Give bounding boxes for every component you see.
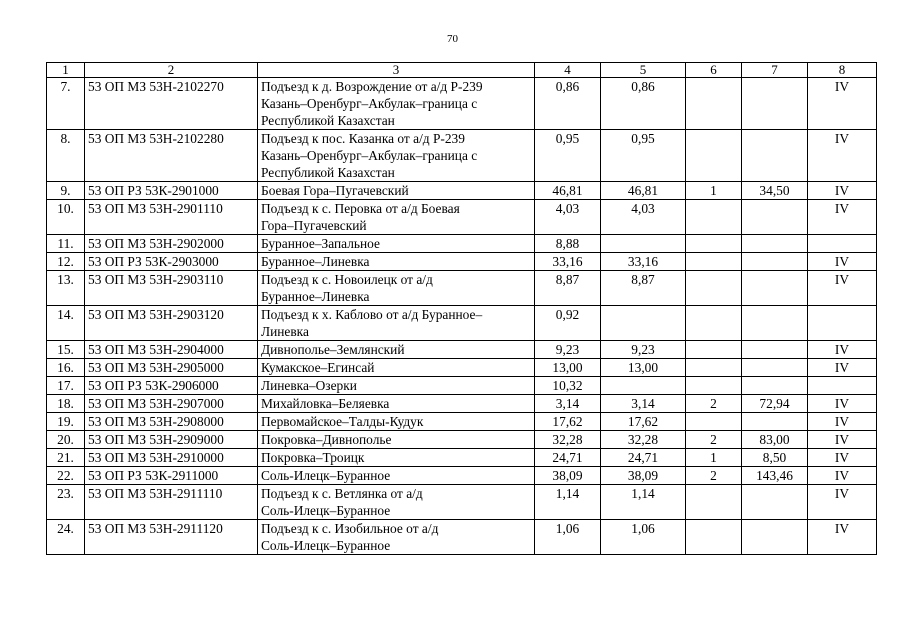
column-5-value: 0,95: [601, 130, 686, 182]
column-7-value: 8,50: [742, 449, 808, 467]
road-name: [258, 78, 535, 130]
table-row: [47, 78, 877, 130]
column-5-value: 1,14: [601, 485, 686, 520]
road-name: [258, 341, 535, 359]
column-number: 8: [808, 63, 877, 78]
row-number: 11.: [47, 235, 85, 253]
column-7-value: [742, 520, 808, 555]
column-7-value: 143,46: [742, 467, 808, 485]
column-5-value: 4,03: [601, 200, 686, 235]
column-5-value: [601, 377, 686, 395]
column-number: 6: [686, 63, 742, 78]
column-6-value: [686, 78, 742, 130]
column-7-value: [742, 130, 808, 182]
roads-table: [46, 62, 877, 555]
column-4-value: 17,62: [535, 413, 601, 431]
column-7-value: [742, 306, 808, 341]
road-code: 53 ОП МЗ 53Н-2910000: [85, 449, 258, 467]
table-row: [47, 467, 877, 485]
column-7-value: [742, 78, 808, 130]
table-row: [47, 449, 877, 467]
column-7-value: 83,00: [742, 431, 808, 449]
column-7-value: [742, 341, 808, 359]
row-number: 15.: [47, 341, 85, 359]
road-name: [258, 359, 535, 377]
row-number: 16.: [47, 359, 85, 377]
road-code: 53 ОП МЗ 53Н-2903110: [85, 271, 258, 306]
column-4-value: 32,28: [535, 431, 601, 449]
table-row: [47, 485, 877, 520]
road-code: 53 ОП РЗ 53К-2903000: [85, 253, 258, 271]
row-number: 12.: [47, 253, 85, 271]
road-code: 53 ОП МЗ 53Н-2911110: [85, 485, 258, 520]
road-name-line: Буранное–Линевка: [261, 254, 370, 269]
road-name: [258, 485, 535, 520]
table-row: [47, 413, 877, 431]
road-name-line: Казань–Оренбург–Акбулак–граница с: [261, 148, 478, 163]
column-number: 4: [535, 63, 601, 78]
column-6-value: [686, 341, 742, 359]
column-6-value: [686, 520, 742, 555]
column-5-value: 46,81: [601, 182, 686, 200]
column-6-value: [686, 271, 742, 306]
row-number: 14.: [47, 306, 85, 341]
road-name-line: Соль-Илецк–Буранное: [261, 538, 391, 553]
table-row: [47, 253, 877, 271]
column-4-value: 8,87: [535, 271, 601, 306]
road-name-line: Дивнополье–Землянский: [261, 342, 405, 357]
table-row: [47, 306, 877, 341]
road-name: [258, 449, 535, 467]
column-number: 3: [258, 63, 535, 78]
road-name-line: Подъезд к с. Изобильное от а/д: [261, 521, 439, 536]
road-name-line: Линевка–Озерки: [261, 378, 357, 393]
row-number: 9.: [47, 182, 85, 200]
road-name-line: Подъезд к с. Перовка от а/д Боевая: [261, 201, 460, 216]
column-number: 2: [85, 63, 258, 78]
table-row: [47, 200, 877, 235]
column-6-value: [686, 200, 742, 235]
road-name: [258, 271, 535, 306]
row-number: 20.: [47, 431, 85, 449]
column-8-value: IV: [808, 485, 877, 520]
column-8-value: [808, 377, 877, 395]
row-number: 21.: [47, 449, 85, 467]
column-8-value: [808, 306, 877, 341]
column-7-value: [742, 271, 808, 306]
road-name: [258, 130, 535, 182]
column-5-value: 9,23: [601, 341, 686, 359]
road-code: 53 ОП РЗ 53К-2901000: [85, 182, 258, 200]
column-4-value: 24,71: [535, 449, 601, 467]
table-row: [47, 235, 877, 253]
column-5-value: 33,16: [601, 253, 686, 271]
column-8-value: IV: [808, 253, 877, 271]
road-name: [258, 467, 535, 485]
road-name-line: Гора–Пугачевский: [261, 218, 367, 233]
column-8-value: IV: [808, 341, 877, 359]
road-code: 53 ОП РЗ 53К-2911000: [85, 467, 258, 485]
road-name-line: Казань–Оренбург–Акбулак–граница с: [261, 96, 478, 111]
table-row: [47, 431, 877, 449]
column-7-value: [742, 413, 808, 431]
road-code: 53 ОП МЗ 53Н-2904000: [85, 341, 258, 359]
road-name-line: Покровка–Троицк: [261, 450, 365, 465]
column-4-value: 38,09: [535, 467, 601, 485]
column-8-value: IV: [808, 467, 877, 485]
road-name-line: Буранное–Запальное: [261, 236, 380, 251]
column-7-value: [742, 377, 808, 395]
row-number: 8.: [47, 130, 85, 182]
table-row: [47, 377, 877, 395]
column-6-value: [686, 253, 742, 271]
road-name-line: Подъезд к пос. Казанка от а/д Р-239: [261, 131, 465, 146]
column-7-value: [742, 235, 808, 253]
table-row: [47, 130, 877, 182]
road-code: 53 ОП МЗ 53Н-2909000: [85, 431, 258, 449]
column-4-value: 0,86: [535, 78, 601, 130]
column-6-value: 2: [686, 431, 742, 449]
column-8-value: IV: [808, 130, 877, 182]
column-number: 1: [47, 63, 85, 78]
road-name-line: Первомайское–Талды-Кудук: [261, 414, 424, 429]
column-5-value: 13,00: [601, 359, 686, 377]
column-6-value: [686, 306, 742, 341]
row-number: 23.: [47, 485, 85, 520]
column-8-value: IV: [808, 395, 877, 413]
column-6-value: 2: [686, 467, 742, 485]
column-8-value: IV: [808, 431, 877, 449]
road-name: [258, 377, 535, 395]
column-8-value: IV: [808, 449, 877, 467]
column-5-value: [601, 306, 686, 341]
column-7-value: [742, 485, 808, 520]
column-6-value: 1: [686, 182, 742, 200]
column-6-value: [686, 377, 742, 395]
column-7-value: [742, 359, 808, 377]
column-4-value: 13,00: [535, 359, 601, 377]
column-5-value: 0,86: [601, 78, 686, 130]
road-code: 53 ОП МЗ 53Н-2102270: [85, 78, 258, 130]
column-7-value: [742, 253, 808, 271]
column-4-value: 4,03: [535, 200, 601, 235]
road-name-line: Покровка–Дивнополье: [261, 432, 392, 447]
row-number: 22.: [47, 467, 85, 485]
column-8-value: IV: [808, 200, 877, 235]
road-name: [258, 253, 535, 271]
road-name-line: Соль-Илецк–Буранное: [261, 468, 391, 483]
column-8-value: IV: [808, 520, 877, 555]
road-name-line: Боевая Гора–Пугачевский: [261, 183, 409, 198]
column-8-value: [808, 235, 877, 253]
row-number: 19.: [47, 413, 85, 431]
road-name-line: Кумакское–Егинсай: [261, 360, 375, 375]
column-7-value: [742, 200, 808, 235]
road-name: [258, 306, 535, 341]
road-code: 53 ОП МЗ 53Н-2901110: [85, 200, 258, 235]
column-4-value: 1,06: [535, 520, 601, 555]
row-number: 17.: [47, 377, 85, 395]
road-name: [258, 182, 535, 200]
column-4-value: 33,16: [535, 253, 601, 271]
road-name: [258, 200, 535, 235]
column-6-value: [686, 413, 742, 431]
road-code: 53 ОП МЗ 53Н-2908000: [85, 413, 258, 431]
column-5-value: 17,62: [601, 413, 686, 431]
road-code: 53 ОП РЗ 53К-2906000: [85, 377, 258, 395]
column-8-value: IV: [808, 271, 877, 306]
column-4-value: 10,32: [535, 377, 601, 395]
road-name: [258, 431, 535, 449]
column-5-value: [601, 235, 686, 253]
table-row: [47, 182, 877, 200]
row-number: 24.: [47, 520, 85, 555]
column-5-value: 38,09: [601, 467, 686, 485]
road-name-line: Подъезд к с. Ветлянка от а/д: [261, 486, 423, 501]
row-number: 18.: [47, 395, 85, 413]
column-7-value: 72,94: [742, 395, 808, 413]
table-row: [47, 520, 877, 555]
road-code: 53 ОП МЗ 53Н-2102280: [85, 130, 258, 182]
column-7-value: 34,50: [742, 182, 808, 200]
road-name: [258, 395, 535, 413]
road-code: 53 ОП МЗ 53Н-2902000: [85, 235, 258, 253]
column-number: 5: [601, 63, 686, 78]
table-row: [47, 341, 877, 359]
road-code: 53 ОП МЗ 53Н-2907000: [85, 395, 258, 413]
road-name: [258, 235, 535, 253]
table-row: [47, 359, 877, 377]
road-name-line: Подъезд к с. Новоилецк от а/д: [261, 272, 433, 287]
column-8-value: IV: [808, 359, 877, 377]
column-4-value: 9,23: [535, 341, 601, 359]
row-number: 13.: [47, 271, 85, 306]
column-8-value: IV: [808, 413, 877, 431]
road-name-line: Буранное–Линевка: [261, 289, 370, 304]
column-number-row: [47, 63, 877, 78]
column-4-value: 46,81: [535, 182, 601, 200]
column-6-value: 1: [686, 449, 742, 467]
column-8-value: IV: [808, 182, 877, 200]
column-4-value: 3,14: [535, 395, 601, 413]
road-code: 53 ОП МЗ 53Н-2905000: [85, 359, 258, 377]
column-5-value: 1,06: [601, 520, 686, 555]
road-code: 53 ОП МЗ 53Н-2903120: [85, 306, 258, 341]
road-name-line: Михайловка–Беляевка: [261, 396, 390, 411]
road-name-line: Подъезд к х. Каблово от а/д Буранное–: [261, 307, 483, 322]
road-code: 53 ОП МЗ 53Н-2911120: [85, 520, 258, 555]
road-name-line: Республикой Казахстан: [261, 165, 395, 180]
column-4-value: 0,95: [535, 130, 601, 182]
column-number: 7: [742, 63, 808, 78]
column-8-value: IV: [808, 78, 877, 130]
column-6-value: [686, 359, 742, 377]
column-4-value: 0,92: [535, 306, 601, 341]
road-name: [258, 520, 535, 555]
column-4-value: 1,14: [535, 485, 601, 520]
column-5-value: 8,87: [601, 271, 686, 306]
column-5-value: 32,28: [601, 431, 686, 449]
column-6-value: [686, 485, 742, 520]
road-name-line: Линевка: [261, 324, 309, 339]
row-number: 10.: [47, 200, 85, 235]
road-name-line: Подъезд к д. Возрождение от а/д Р-239: [261, 79, 483, 94]
column-6-value: [686, 130, 742, 182]
road-name-line: Республикой Казахстан: [261, 113, 395, 128]
column-4-value: 8,88: [535, 235, 601, 253]
row-number: 7.: [47, 78, 85, 130]
column-6-value: [686, 235, 742, 253]
road-name: [258, 413, 535, 431]
column-5-value: 24,71: [601, 449, 686, 467]
table-row: [47, 395, 877, 413]
column-6-value: 2: [686, 395, 742, 413]
road-name-line: Соль-Илецк–Буранное: [261, 503, 391, 518]
table-row: [47, 271, 877, 306]
column-5-value: 3,14: [601, 395, 686, 413]
page-number: 70: [447, 33, 458, 45]
